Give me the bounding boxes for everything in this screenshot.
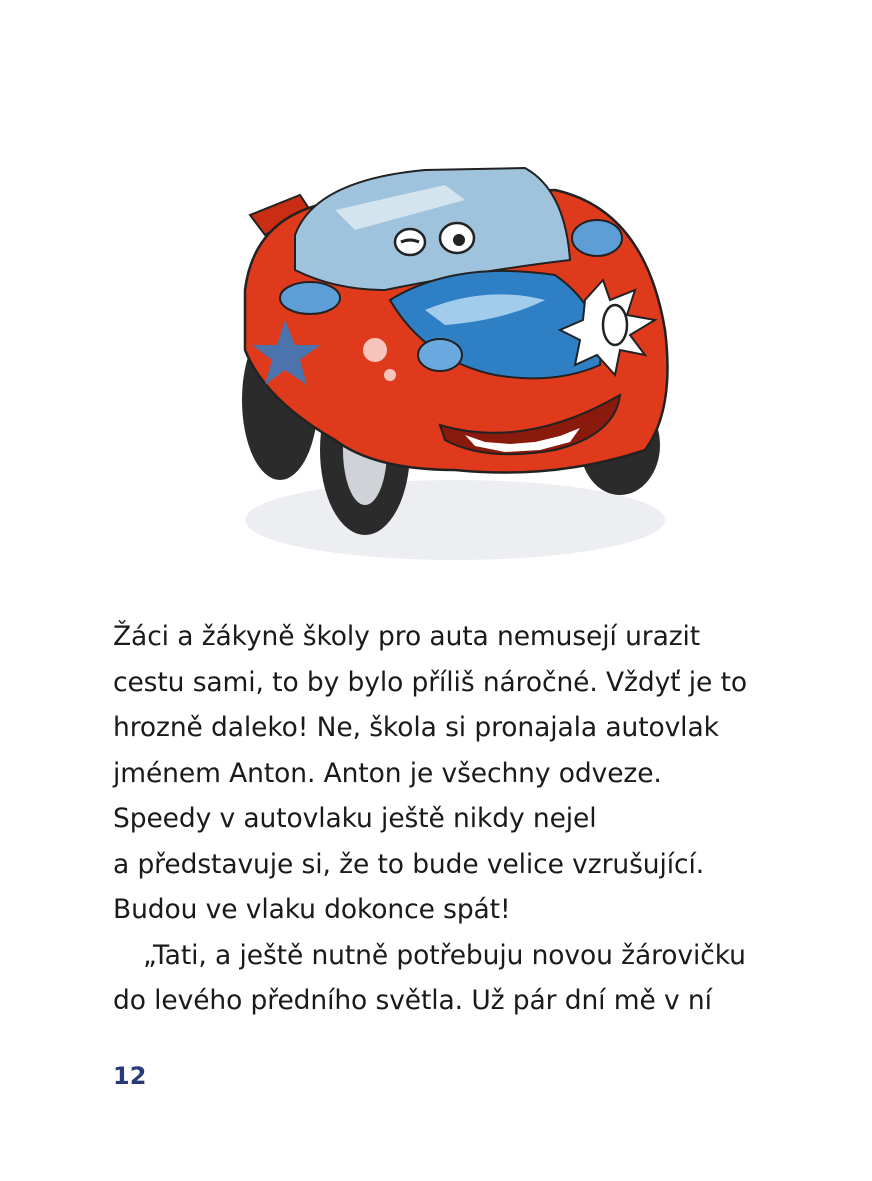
page-number: 12 — [113, 1062, 147, 1090]
text-line: Žáci a žákyně školy pro auta nemusejí urazit — [113, 621, 701, 652]
story-text — [113, 614, 813, 1024]
text-line: Budou ve vlaku dokonce spát! — [113, 894, 511, 925]
text-line: „Tati, a ještě nutně potřebuju novou žárovičku — [143, 939, 746, 971]
paragraph — [113, 933, 813, 1024]
text-line: do levého předního světla. Už pár dní mě v ní — [113, 985, 712, 1016]
text-line: a představuje si, že to bude velice vzrušující. — [113, 848, 705, 880]
text-line: jménem Anton. Anton je všechny odveze. — [113, 757, 662, 789]
text-line: hrozně daleko! Ne, škola si pronajala autovlak — [113, 712, 719, 743]
text-line: Speedy v autovlaku ještě nikdy nejel — [113, 803, 597, 834]
cartoon-red-car-icon — [242, 168, 668, 560]
car-illustration — [225, 150, 685, 570]
text-line: cestu sami, to by bylo příliš náročné. Vždyť je to — [113, 666, 747, 698]
paragraph — [113, 614, 813, 933]
